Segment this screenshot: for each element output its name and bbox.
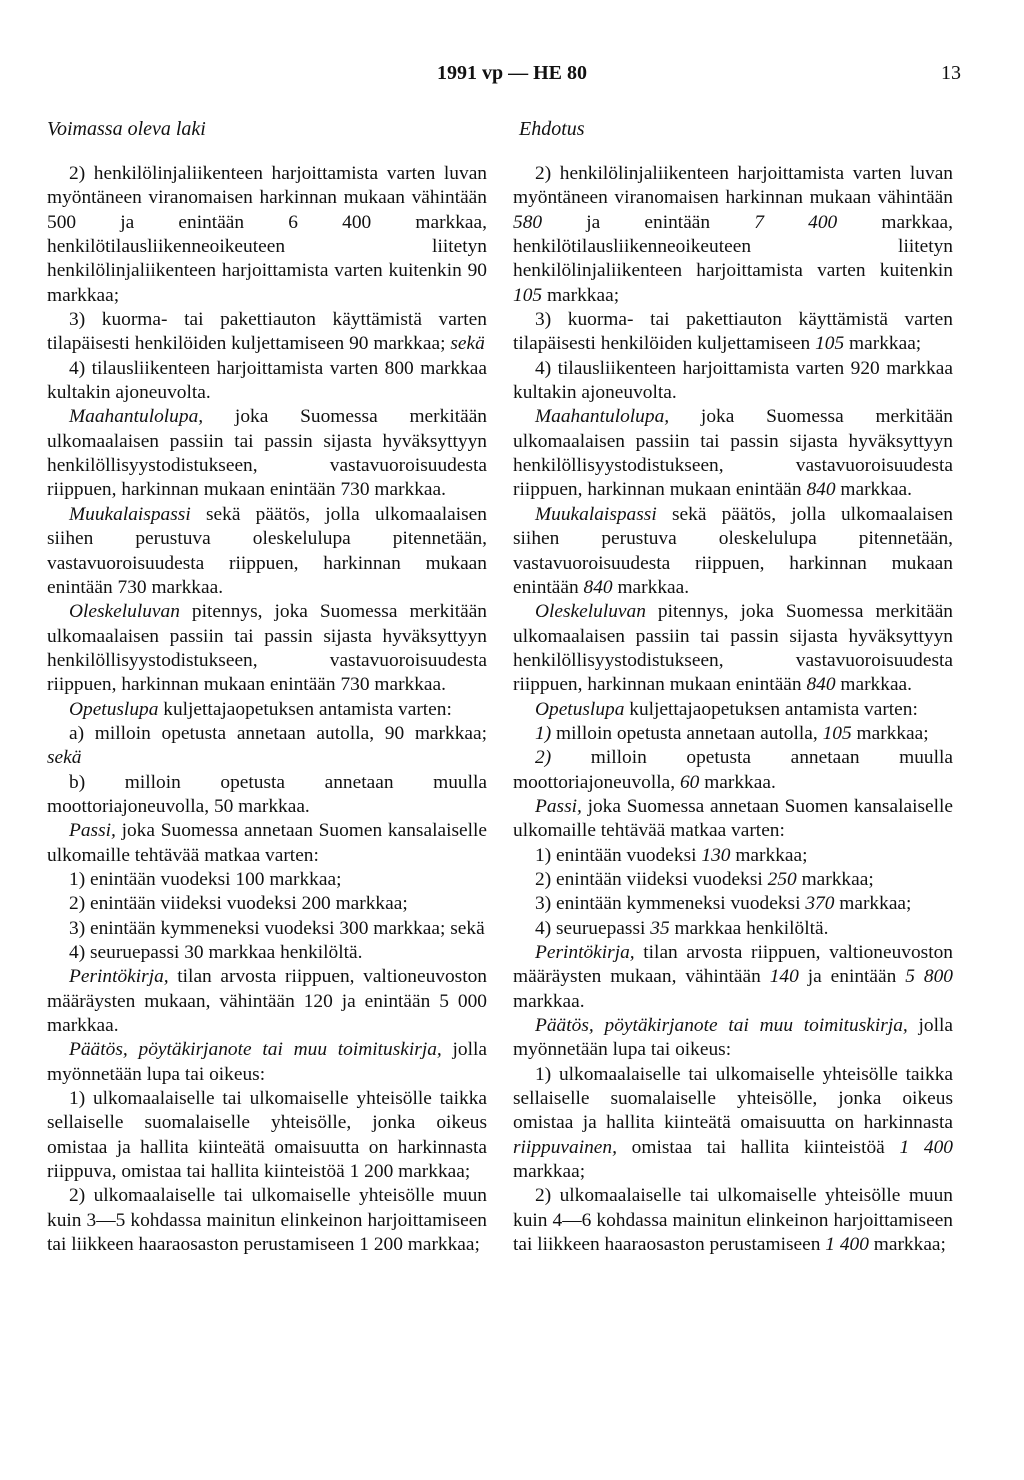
emphasis-text: 1)	[535, 722, 552, 744]
page-number: 13	[941, 62, 961, 84]
emphasis-text: 130	[701, 844, 731, 866]
paragraph-text: 1) ulkomaalaiselle tai ulkomaiselle yhteisölle taikka sellaiselle suomalaiselle yhteisölle, jonka oikeus omistaa ja hallita kiinteätä omaisuutta on harkinnasta	[513, 1063, 953, 1134]
emphasis-text: sekä	[450, 333, 485, 355]
paragraph-text: 3) enintään kymmeneksi vuodeksi 300 markkaa; sekä	[69, 917, 485, 939]
paragraph-text: markkaa.	[699, 771, 776, 793]
emphasis-text: Päätös, pöytäkirjanote tai muu toimituskirja,	[69, 1039, 442, 1061]
emphasis-text: 105	[815, 333, 845, 355]
left-column-title: Voimassa oleva laki	[47, 118, 206, 140]
emphasis-text: Passi,	[535, 795, 582, 817]
left-paragraph	[47, 162, 487, 308]
emphasis-text: 1 400	[825, 1234, 869, 1256]
left-paragraph	[47, 503, 487, 600]
emphasis-text: sekä	[47, 747, 82, 769]
right-paragraph	[513, 795, 953, 844]
emphasis-text: 840	[583, 576, 613, 598]
emphasis-text: 2)	[535, 747, 552, 769]
emphasis-text: Maahantulolupa,	[535, 406, 670, 428]
emphasis-text: Perintökirja,	[535, 942, 635, 963]
paragraph-text: markkaa henkilöltä.	[669, 917, 829, 939]
paragraph-text: a) milloin opetusta annetaan autolla, 90 markkaa;	[69, 722, 487, 744]
left-column-text	[47, 162, 487, 1257]
paragraph-text: markkaa;	[730, 844, 808, 866]
paragraph-text: 3) enintään kymmeneksi vuodeksi	[535, 893, 806, 915]
paragraph-text: markkaa;	[796, 868, 874, 890]
paragraph-text: b) milloin opetusta annetaan muulla moottoriajoneuvolla, 50 markkaa.	[47, 771, 487, 817]
paragraph-text: 2) henkilölinjaliikenteen harjoittamista varten luvan myöntäneen viranomaisen harkinnan mukaan vähintään 500 ja enintään 6 400 markkaa, henkilötilausliikenneoikeuteen liitetyn henkilölinjaliikenteen harjoittamista varten kuitenkin 90 markkaa;	[47, 163, 487, 306]
emphasis-text: 35	[650, 917, 670, 939]
left-paragraph	[47, 308, 487, 357]
right-paragraph	[513, 357, 953, 406]
emphasis-text: 7 400	[754, 211, 838, 233]
paragraph-text: 1) enintään vuodeksi 100 markkaa;	[69, 868, 342, 890]
emphasis-text: Oleskeluluvan	[535, 601, 646, 623]
paragraph-text: milloin opetusta annetaan muulla moottoriajoneuvolla,	[513, 747, 953, 793]
left-paragraph	[47, 1038, 487, 1087]
paragraph-text: markkaa.	[513, 990, 585, 1012]
paragraph-text: tilan arvosta riippuen, valtioneuvoston määräysten mukaan, vähintään	[513, 942, 953, 988]
page-header-title: 1991 vp — HE 80	[436, 62, 588, 84]
left-paragraph	[47, 819, 487, 868]
right-paragraph	[513, 1014, 953, 1063]
emphasis-text: Oleskeluluvan	[69, 601, 180, 623]
paragraph-text: 2) enintään viideksi vuodeksi	[535, 868, 768, 890]
paragraph-text: jolla myönnetään lupa tai oikeus:	[513, 1015, 953, 1061]
paragraph-text: 2) ulkomaalaiselle tai ulkomaiselle yhteisölle muun kuin 4—6 kohdassa mainitun elinkeinon harjoittamiseen tai liikkeen haaraosaston perustamiseen	[513, 1185, 953, 1256]
paragraph-text: markkaa;	[834, 893, 912, 915]
paragraph-text: kuljettajaopetuksen antamista varten:	[624, 698, 918, 720]
right-paragraph	[513, 1184, 953, 1257]
left-paragraph	[47, 357, 487, 406]
emphasis-text: Opetuslupa	[535, 698, 625, 720]
paragraph-text: ja enintään	[798, 966, 906, 988]
emphasis-text: Muukalaispassi	[69, 503, 191, 525]
paragraph-text: joka Suomessa merkitään ulkomaalaisen passiin tai passin sijasta hyväksyttyyn henkilöllisyystodistukseen, vastavuoroisuudesta riippuen, harkinnan mukaan enintään 730 markkaa.	[47, 406, 487, 501]
paragraph-text: markkaa;	[868, 1234, 946, 1256]
right-paragraph	[513, 1063, 953, 1185]
paragraph-text: omistaa tai hallita kiinteistöä	[616, 1136, 900, 1158]
right-paragraph	[513, 698, 953, 722]
emphasis-text: Opetuslupa	[69, 698, 159, 720]
paragraph-text: joka Suomessa merkitään ulkomaalaisen passiin tai passin sijasta hyväksyttyyn henkilöllisyystodistukseen, vastavuoroisuudesta riippuen, harkinnan mukaan enintään	[513, 406, 953, 501]
right-paragraph	[513, 405, 953, 502]
paragraph-text: 2) ulkomaalaiselle tai ulkomaiselle yhteisölle muun kuin 3—5 kohdassa mainitun elinkeinon harjoittamiseen tai liikkeen haaraosaston perustamiseen 1 200 markkaa;	[47, 1185, 487, 1256]
left-paragraph	[47, 698, 487, 722]
paragraph-text: joka Suomessa annetaan Suomen kansalaiselle ulkomaille tehtävää matkaa varten:	[513, 795, 953, 842]
paragraph-text: jolla myönnetään lupa tai oikeus:	[47, 1039, 487, 1085]
left-paragraph	[47, 722, 487, 771]
emphasis-text: Päätös, pöytäkirjanote tai muu toimituskirja,	[535, 1015, 908, 1037]
emphasis-text: 140	[769, 966, 799, 988]
right-paragraph	[513, 746, 953, 795]
emphasis-text: 840	[806, 674, 836, 696]
left-paragraph	[47, 1184, 487, 1257]
paragraph-text: markkaa;	[851, 722, 929, 744]
paragraph-text: markkaa.	[835, 674, 913, 696]
emphasis-text: 60	[679, 771, 700, 793]
paragraph-text: 4) tilausliikenteen harjoittamista varten 800 markkaa kultakin ajoneuvolta.	[47, 357, 487, 404]
paragraph-text: markkaa.	[835, 479, 913, 501]
emphasis-text: 105	[513, 284, 543, 306]
page-header	[0, 62, 1024, 92]
left-paragraph	[47, 1087, 487, 1184]
right-paragraph	[513, 722, 953, 746]
emphasis-text: 250	[767, 868, 797, 890]
paragraph-text: 4) seuruepassi 30 markkaa henkilöltä.	[69, 942, 363, 963]
paragraph-text: sekä päätös, jolla ulkomaalaisen siihen perustuva oleskelulupa pitennetään, vastavuoroisuudesta riippuen, harkinnan mukaan enintään 730 markkaa.	[47, 503, 487, 598]
emphasis-text: Passi,	[69, 820, 116, 842]
emphasis-text: Muukalaispassi	[535, 503, 657, 525]
left-paragraph	[47, 771, 487, 820]
paragraph-text: markkaa.	[612, 576, 690, 598]
paragraph-text: markkaa, henkilötilausliikenneoikeuteen liitetyn henkilölinjaliikenteen harjoittamista varten kuitenkin	[513, 211, 953, 282]
paragraph-text: markkaa;	[844, 333, 922, 355]
right-paragraph	[513, 162, 953, 308]
right-paragraph	[513, 503, 953, 600]
right-paragraph	[513, 917, 953, 941]
right-paragraph	[513, 308, 953, 357]
right-paragraph	[513, 892, 953, 916]
paragraph-text: pitennys, joka Suomessa merkitään ulkomaalaisen passiin tai passin sijasta hyväksyttyyn henkilöllisyystodistukseen, vastavuoroisuudesta riippuen, harkinnan mukaan enintään 730 markkaa.	[47, 601, 487, 696]
emphasis-text: riippuvainen,	[513, 1136, 617, 1158]
emphasis-text: Maahantulolupa,	[69, 406, 204, 428]
right-paragraph	[513, 844, 953, 868]
paragraph-text: 1) enintään vuodeksi	[535, 844, 702, 866]
right-column-text	[513, 162, 953, 1257]
emphasis-text: 105	[822, 722, 852, 744]
paragraph-text: 2) henkilölinjaliikenteen harjoittamista varten luvan myöntäneen viranomaisen harkinnan mukaan vähintään	[513, 163, 953, 209]
left-paragraph	[47, 965, 487, 1038]
paragraph-text: markkaa;	[542, 284, 620, 306]
paragraph-text: ja enintään	[542, 211, 755, 233]
paragraph-text: pitennys, joka Suomessa merkitään ulkomaalaisen passiin tai passin sijasta hyväksyttyyn henkilöllisyystodistukseen, vastavuoroisuudesta riippuen, harkinnan mukaan enintään	[513, 601, 953, 696]
paragraph-text: joka Suomessa annetaan Suomen kansalaiselle ulkomaille tehtävää matkaa varten:	[47, 820, 487, 866]
emphasis-text: 840	[806, 479, 836, 501]
emphasis-text: Perintökirja,	[69, 966, 169, 988]
left-paragraph	[47, 868, 487, 892]
left-paragraph	[47, 892, 487, 916]
paragraph-text: milloin opetusta annetaan autolla,	[551, 722, 823, 744]
left-paragraph	[47, 405, 487, 502]
left-paragraph	[47, 917, 487, 941]
paragraph-text: 3) kuorma- tai pakettiauton käyttämistä varten tilapäisesti henkilöiden kuljettamiseen 90 markkaa;	[47, 309, 487, 355]
paragraph-text: kuljettajaopetuksen antamista varten:	[158, 698, 452, 720]
paragraph-text: 1) ulkomaalaiselle tai ulkomaiselle yhteisölle taikka sellaiselle suomalaiselle yhteisölle, jonka oikeus omistaa ja hallita kiinteätä omaisuutta on harkinnasta riippuva, omistaa tai hallita kiinteistöä 1 200 markkaa;	[47, 1088, 487, 1183]
right-column-title: Ehdotus	[519, 118, 585, 140]
emphasis-text: 1 400	[899, 1136, 954, 1158]
paragraph-text: tilan arvosta riippuen, valtioneuvoston määräysten mukaan, vähintään 120 ja enintään 5 000 markkaa.	[47, 966, 487, 1037]
paragraph-text: 2) enintään viideksi vuodeksi 200 markkaa;	[69, 893, 408, 915]
paragraph-text: 3) kuorma- tai pakettiauton käyttämistä varten tilapäisesti henkilöiden kuljettamiseen	[513, 309, 953, 355]
emphasis-text: 5 800	[905, 966, 953, 988]
paragraph-text: 4) tilausliikenteen harjoittamista varten 920 markkaa kultakin ajoneuvolta.	[513, 357, 953, 404]
paragraph-text: sekä päätös, jolla ulkomaalaisen siihen perustuva oleskelulupa pitennetään, vastavuoroisuudesta riippuen, harkinnan mukaan enintään	[513, 503, 953, 598]
right-paragraph	[513, 600, 953, 697]
left-paragraph	[47, 941, 487, 965]
right-paragraph	[513, 868, 953, 892]
paragraph-text: markkaa;	[513, 1161, 586, 1183]
left-paragraph	[47, 600, 487, 697]
emphasis-text: 370	[805, 893, 835, 915]
right-paragraph	[513, 941, 953, 1014]
paragraph-text: 4) seuruepassi	[535, 917, 651, 939]
emphasis-text: 580	[513, 211, 543, 233]
